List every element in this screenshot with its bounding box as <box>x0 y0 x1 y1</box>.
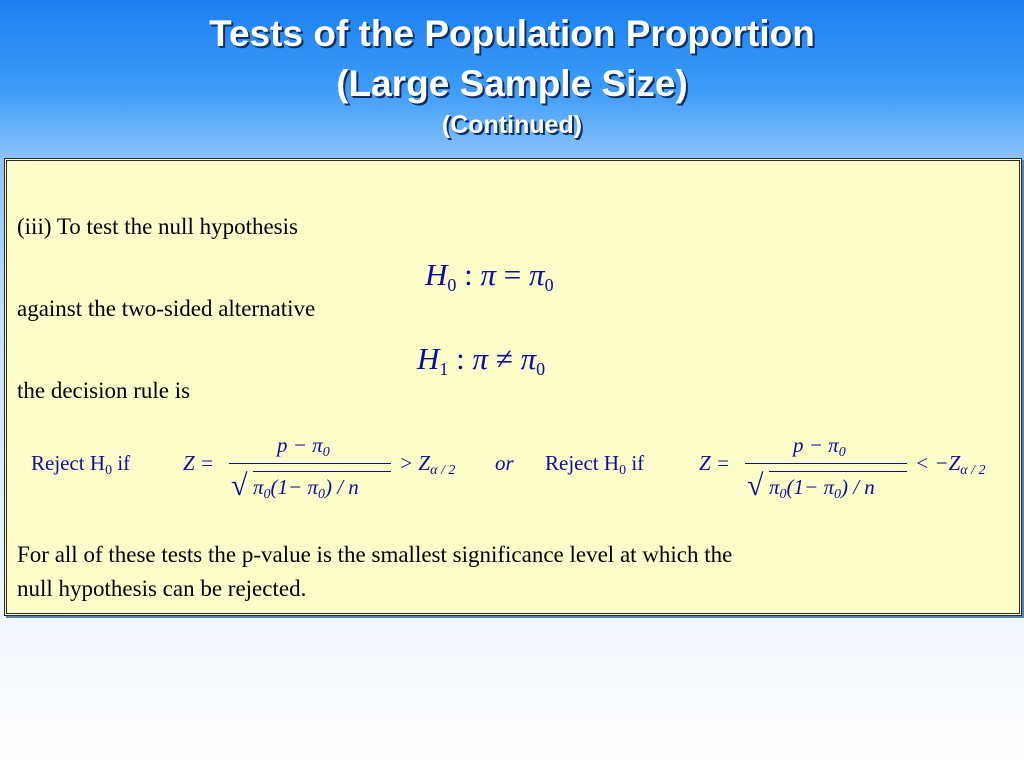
h0-pi0: π <box>529 257 545 292</box>
rule-left-denominator-subscript2: 0 <box>317 487 325 502</box>
h0-colon: : <box>464 257 473 292</box>
rule-left-denominator-mid: (1− π <box>270 475 318 499</box>
rule-right-z: Z = <box>699 451 731 475</box>
h0-symbol: H <box>425 257 448 292</box>
h1-relation: ≠ <box>495 341 513 376</box>
rule-left-fraction-bar <box>229 463 391 464</box>
rule-left-numerator <box>277 433 330 461</box>
rule-right-numerator-text: p − π <box>793 433 839 457</box>
rule-right-numerator-subscript: 0 <box>838 445 846 460</box>
against-text: against the two-sided alternative <box>17 296 316 321</box>
rule-right-sqrt-icon: √ <box>747 469 764 502</box>
rule-right-reject-label: Reject H <box>545 451 620 475</box>
rule-right-denominator-subscript: 0 <box>779 487 787 502</box>
rule-right-compare-subscript: α / 2 <box>960 463 986 478</box>
h0-pi: π <box>480 257 497 292</box>
h1-pi0: π <box>520 341 537 376</box>
h0-relation: = <box>503 257 522 292</box>
h0-pi0-subscript: 0 <box>544 275 554 295</box>
rule-right-reject-subscript: 0 <box>619 463 627 478</box>
h1-colon: : <box>456 341 465 376</box>
rule-left-numerator-text: p − π <box>277 433 323 457</box>
rule-right-denominator-end: ) / n <box>840 475 875 499</box>
rule-left-denominator-subscript: 0 <box>263 487 271 502</box>
footer-line-2: null hypothesis can be rejected. <box>17 576 307 601</box>
rule-right-denominator-subscript2: 0 <box>833 487 841 502</box>
h0-subscript: 0 <box>447 275 457 295</box>
rule-left-denominator-end: ) / n <box>324 475 359 499</box>
rule-left-reject <box>31 451 130 479</box>
rule-left-reject-subscript: 0 <box>105 463 113 478</box>
rule-right-denominator <box>769 475 875 503</box>
footer-line-1: For all of these tests the p-value is the smallest significance level at which the <box>17 542 733 567</box>
slide-subtitle: (Large Sample Size) <box>336 63 688 104</box>
rule-right-compare <box>915 451 986 479</box>
content-panel <box>4 158 1022 616</box>
intro-text: (iii) To test the null hypothesis <box>17 214 298 239</box>
rule-left-z: Z = <box>183 451 215 475</box>
rule-left-compare-text: > Z <box>399 451 431 475</box>
h1-pi0-subscript: 0 <box>536 359 546 379</box>
rule-right-compare-text: < −Z <box>915 451 961 475</box>
alt-hypothesis-formula <box>417 341 545 387</box>
decision-text: the decision rule is <box>17 378 191 403</box>
slide-continued-label: (Continued) <box>441 111 583 139</box>
rule-left-compare-subscript: α / 2 <box>430 463 456 478</box>
rule-left-reject-label: Reject H <box>31 451 106 475</box>
h1-symbol: H <box>417 341 440 376</box>
rule-left-compare <box>399 451 455 479</box>
rule-left-denominator-pi: π <box>253 475 264 499</box>
rule-left-sqrt-bar <box>253 471 391 472</box>
rule-right-fraction-bar <box>745 463 907 464</box>
rule-right-denominator-mid: (1− π <box>786 475 834 499</box>
rule-right-sqrt-bar <box>769 471 907 472</box>
rule-right-if: if <box>631 451 645 475</box>
rule-right-reject <box>545 451 644 479</box>
rule-left-denominator <box>253 475 359 503</box>
rule-right-numerator <box>793 433 846 461</box>
or-text: or <box>495 451 514 475</box>
null-hypothesis-formula <box>425 257 554 303</box>
rule-left-numerator-subscript: 0 <box>322 445 330 460</box>
rule-right-denominator-pi: π <box>769 475 780 499</box>
rule-left-if: if <box>117 451 131 475</box>
slide-title: Tests of the Population Proportion <box>209 13 815 54</box>
h1-pi: π <box>472 341 489 376</box>
rule-left-sqrt-icon: √ <box>231 469 248 502</box>
h1-subscript: 1 <box>439 359 449 379</box>
